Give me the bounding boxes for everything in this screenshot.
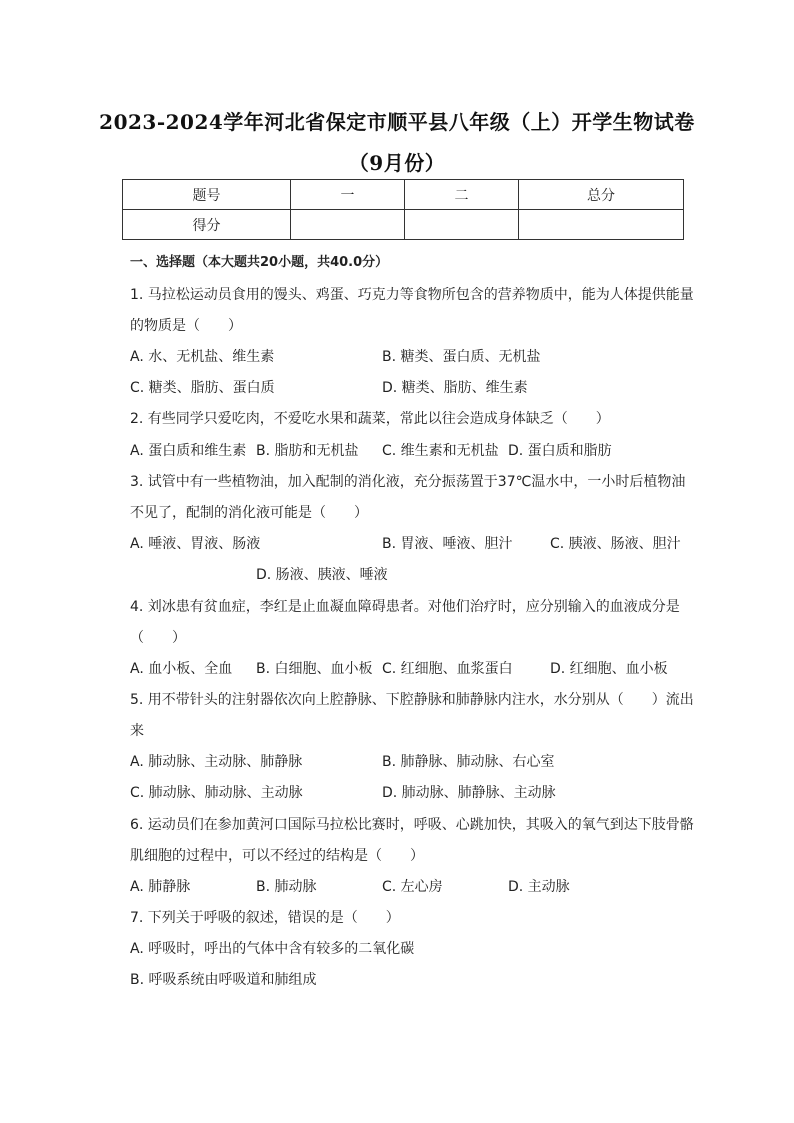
score-header-cell: 一 (291, 180, 405, 210)
question-3-option-a: A. 唾液、胃液、肠液 (130, 536, 261, 552)
exam-title: 2023-2024学年河北省保定市顺平县八年级（上）开学生物试卷 (99, 110, 695, 134)
exam-subtitle: （9月份） (348, 151, 446, 175)
question-3-option-c: C. 胰液、肠液、胆汁 (550, 536, 681, 552)
question-1-option-c: C. 糖类、脂肪、蛋白质 (130, 380, 275, 396)
question-3-option-b: B. 胃液、唾液、胆汁 (382, 536, 513, 552)
question-2-option-d: D. 蛋白质和脂肪 (508, 443, 612, 459)
question-1-option-a: A. 水、无机盐、维生素 (130, 349, 275, 365)
score-table-score-row (123, 210, 684, 240)
score-cell[interactable] (405, 210, 519, 240)
question-5-option-d: D. 肺动脉、肺静脉、主动脉 (382, 785, 556, 801)
question-2-option-c: C. 维生素和无机盐 (382, 443, 499, 459)
section-heading: 一、选择题（本大题共20小题，共40.0分） (130, 255, 389, 270)
question-6-stem: 肌细胞的过程中，可以不经过的结构是（ ） (130, 848, 424, 864)
question-4-option-c: C. 红细胞、血浆蛋白 (382, 661, 513, 677)
question-4-option-a: A. 血小板、全血 (130, 661, 233, 677)
question-5-option-c: C. 肺动脉、肺动脉、主动脉 (130, 785, 303, 801)
question-7-option-b: B. 呼吸系统由呼吸道和肺组成 (130, 972, 317, 988)
question-6-option-d: D. 主动脉 (508, 879, 570, 895)
question-4-option-b: B. 白细胞、血小板 (256, 661, 373, 677)
question-1-option-b: B. 糖类、蛋白质、无机盐 (382, 349, 541, 365)
question-2-option-b: B. 脂肪和无机盐 (256, 443, 359, 459)
question-6-option-a: A. 肺静脉 (130, 879, 191, 895)
score-header-cell: 题号 (123, 180, 291, 210)
score-header-cell: 总分 (519, 180, 684, 210)
question-5-option-a: A. 肺动脉、主动脉、肺静脉 (130, 754, 303, 770)
question-3-stem: 不见了，配制的消化液可能是（ ） (130, 505, 368, 521)
question-2-option-a: A. 蛋白质和维生素 (130, 443, 247, 459)
score-table (122, 179, 684, 240)
question-5-stem: 5. 用不带针头的注射器依次向上腔静脉、下腔静脉和肺静脉内注水，水分别从（ ）流出 (130, 692, 694, 708)
question-5-option-b: B. 肺静脉、肺动脉、右心室 (382, 754, 555, 770)
question-6-stem: 6. 运动员们在参加黄河口国际马拉松比赛时，呼吸、心跳加快，其吸入的氧气到达下肢骨骼 (130, 817, 694, 833)
question-5-stem: 来 (130, 723, 144, 739)
question-2-stem: 2. 有些同学只爱吃肉，不爱吃水果和蔬菜，常此以往会造成身体缺乏（ ） (130, 411, 610, 427)
question-6-option-b: B. 肺动脉 (256, 879, 317, 895)
question-3-stem: 3. 试管中有一些植物油，加入配制的消化液，充分振荡置于37℃温水中，一小时后植物油 (130, 474, 686, 490)
score-row-label: 得分 (123, 210, 291, 240)
score-table-header-row (123, 180, 684, 210)
question-7-option-a: A. 呼吸时，呼出的气体中含有较多的二氧化碳 (130, 941, 415, 957)
score-header-cell: 二 (405, 180, 519, 210)
question-4-stem: 4. 刘冰患有贫血症，李红是止血凝血障碍患者。对他们治疗时，应分别输入的血液成分是 (130, 599, 680, 615)
question-1-option-d: D. 糖类、脂肪、维生素 (382, 380, 528, 396)
question-6-option-c: C. 左心房 (382, 879, 443, 895)
question-4-option-d: D. 红细胞、血小板 (550, 661, 668, 677)
question-3-option-d: D. 肠液、胰液、唾液 (256, 567, 388, 583)
question-7-stem: 7. 下列关于呼吸的叙述，错误的是（ ） (130, 910, 400, 926)
question-4-stem: （ ） (130, 630, 186, 646)
question-1-stem: 的物质是（ ） (130, 318, 242, 334)
score-cell[interactable] (291, 210, 405, 240)
question-1-stem: 1. 马拉松运动员食用的馒头、鸡蛋、巧克力等食物所包含的营养物质中，能为人体提供能量 (130, 287, 694, 303)
score-cell[interactable] (519, 210, 684, 240)
